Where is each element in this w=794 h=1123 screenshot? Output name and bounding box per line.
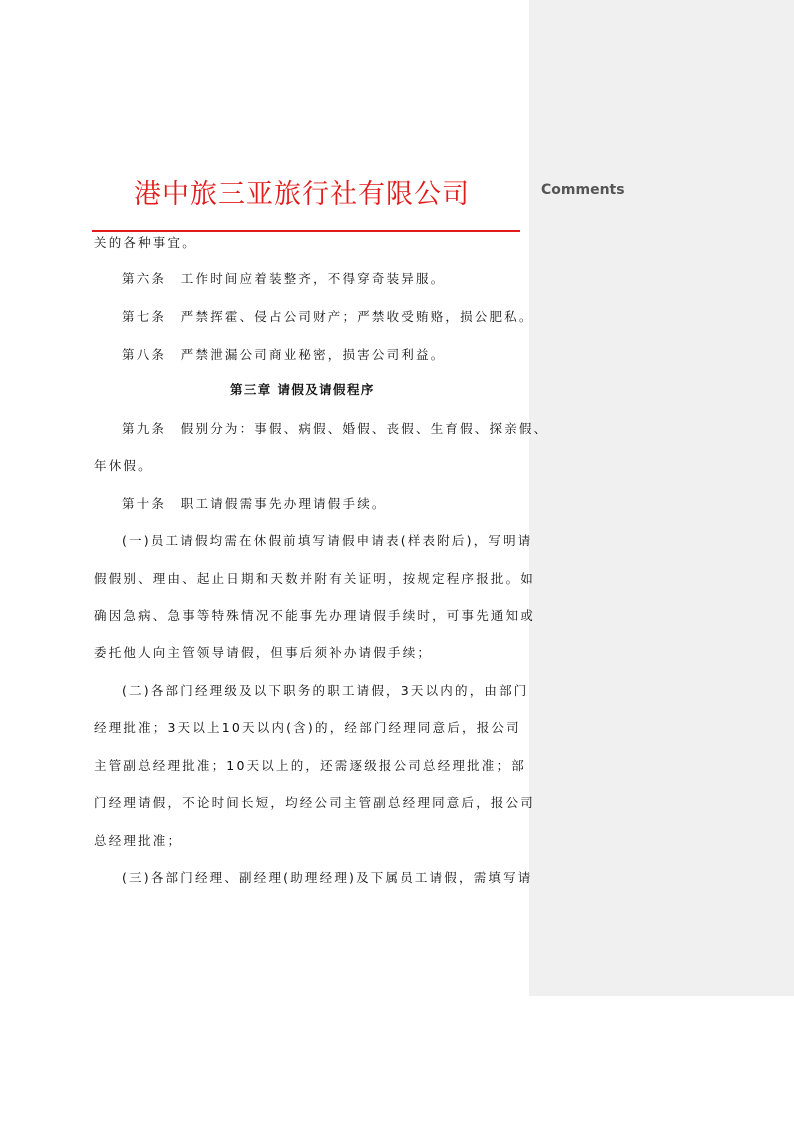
- comment-pane-heading: Comments: [541, 182, 625, 198]
- body-line: 委托他人向主管领导请假，但事后须补办请假手续；: [94, 645, 433, 660]
- chapter-heading: 第三章 请假及请假程序: [230, 382, 375, 397]
- comment-pane: [529, 0, 794, 996]
- body-line: 关的各种事宜。: [94, 235, 197, 250]
- article-7: 第七条 严禁挥霍、侵占公司财产；严禁收受贿赂，损公肥私。: [122, 309, 534, 324]
- clause-1: (一)员工请假均需在休假前填写请假申请表(样表附后)，写明请: [122, 533, 533, 548]
- title-divider: [92, 230, 520, 232]
- body-line: 总经理批准；: [94, 833, 183, 848]
- clause-3: (三)各部门经理、副经理(助理经理)及下属员工请假，需填写请: [122, 870, 533, 885]
- body-line: 主管副总经理批准；10天以上的，还需逐级报公司总经理批准；部: [94, 758, 526, 773]
- article-6: 第六条 工作时间应着装整齐，不得穿奇装异服。: [122, 271, 446, 286]
- body-line: 确因急病、急事等特殊情况不能事先办理请假手续时，可事先通知或: [94, 608, 536, 623]
- body-line: 门经理请假，不论时间长短，均经公司主管副总经理同意后，报公司: [94, 795, 536, 810]
- body-line: 年休假。: [94, 458, 153, 473]
- body-line: 假假别、理由、起止日期和天数并附有关证明，按规定程序报批。如: [94, 571, 536, 586]
- clause-2: (二)各部门经理级及以下职务的职工请假，3天以内的，由部门: [122, 683, 529, 698]
- article-9: 第九条 假别分为：事假、病假、婚假、丧假、生育假、探亲假、: [122, 421, 549, 436]
- body-line: 经理批准；3天以上10天以内(含)的，经部门经理同意后，报公司: [94, 720, 521, 735]
- article-10: 第十条 职工请假需事先办理请假手续。: [122, 496, 387, 511]
- company-title: 港中旅三亚旅行社有限公司: [134, 179, 470, 210]
- article-8: 第八条 严禁泄漏公司商业秘密，损害公司利益。: [122, 347, 446, 362]
